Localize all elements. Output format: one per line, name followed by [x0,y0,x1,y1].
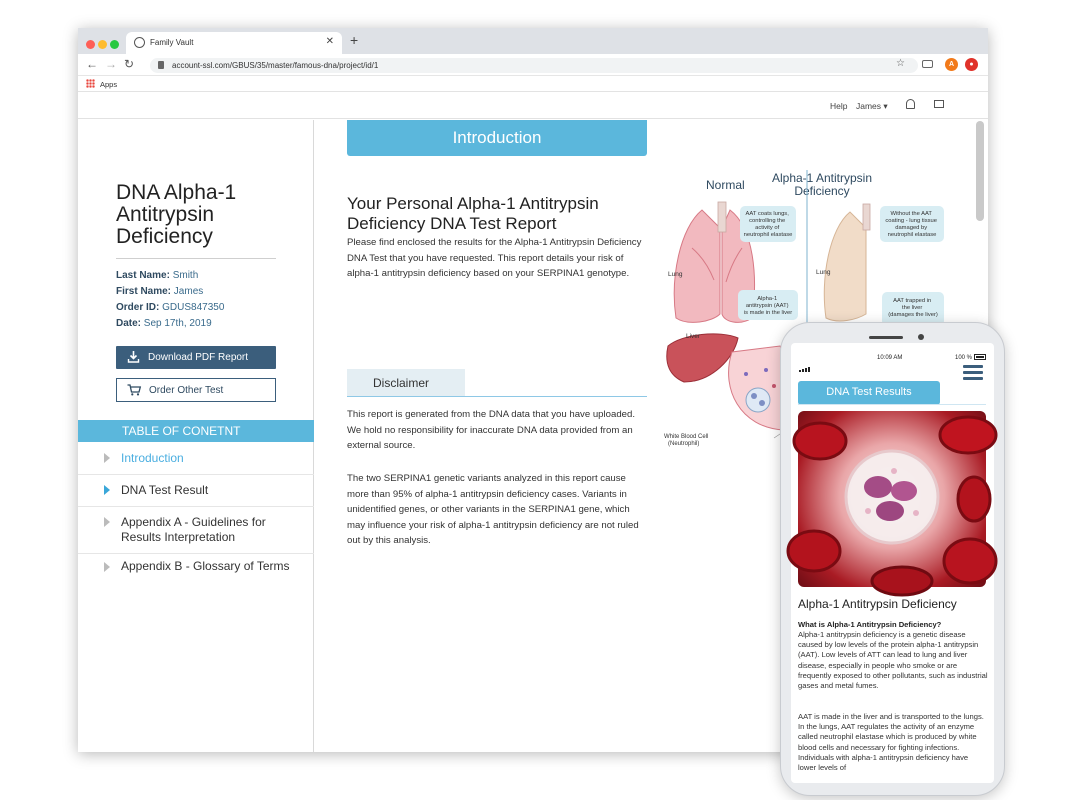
tab-bar [78,28,988,54]
note-line: coating - lung tissue [885,218,937,224]
phone-mockup [780,322,1005,796]
note-line: (damages the liver) [888,312,938,318]
note-line: activity of [755,225,780,231]
note-line: antitrypsin (AAT) [745,303,789,309]
signal-icon [799,354,811,372]
report-name: DNA Alpha-1 Antitrypsin Deficiency [116,181,237,248]
diagram-normal-heading: Normal [706,178,745,192]
maximize-window-button[interactable] [110,40,119,49]
apps-grid-icon[interactable] [86,79,95,88]
bookmark-star-icon[interactable]: ☆ [896,58,905,69]
lung-label: Lung [668,271,683,278]
neutrophil-image [798,411,986,587]
note-line: neutrophil elastase [743,232,793,238]
download-icon [128,351,139,363]
first-name-row: First Name: James [116,286,204,297]
liver-label: Liver [686,333,701,340]
damaged-lungs-illustration [824,212,866,321]
lung-label-2: Lung [816,269,831,276]
apps-bookmark[interactable]: Apps [100,80,118,89]
date-row: Date: Sep 17th, 2019 [116,318,212,329]
lock-icon [158,61,164,69]
status-battery-text: 100 % [955,355,973,361]
reload-icon[interactable]: ↻ [124,57,135,71]
forward-icon[interactable]: → [105,57,117,71]
toc-item-dna-test-result[interactable]: DNA Test Result [78,478,314,507]
phone-section-tab: DNA Test Results [798,381,940,405]
report-title: Your Personal Alpha-1 Antitrypsin Deficiency DNA Test Report [347,194,599,233]
battery-icon [974,354,986,360]
phone-question: What is Alpha-1 Antitrypsin Deficiency? [798,620,942,629]
intro-paragraph: Please find enclosed the results for the Alpha-1 Antitrypsin Deficiency DNA Test that you have requested. This report details your risk of alpha-1 antitrypsin deficiency based on your SERPINA1 genotype. [347,237,642,280]
last-name-row: Last Name: Smith [116,270,199,281]
phone-camera [918,334,924,340]
back-icon[interactable]: ← [86,57,98,71]
help-link[interactable]: Help [830,101,848,111]
chevron-right-icon [104,562,110,572]
wbc-label-2: (Neutrophil) [668,441,700,447]
diagram-deficiency-heading-2: Deficiency [794,184,850,198]
chevron-right-icon [104,517,110,527]
note-line: controlling the [749,218,786,224]
note-line: the liver [902,305,923,311]
liver-illustration [667,334,738,382]
note-line: AAT trapped in [893,298,932,304]
toc-item-appendix-b[interactable]: Appendix B - Glossary of Terms [78,557,314,585]
sidebar [78,120,314,752]
camera-icon[interactable] [922,60,933,68]
disclaimer-paragraph-2: The two SERPINA1 genetic variants analyzed in this report cause more than 95% of alpha-1 antitrypsin deficiency cases. Variants in unidentified genes, or other variants in the SERPINA1 gene, which may influence your risk of alpha-1 antitrypsin deficiency are not ruled out by this analysis. [347,473,639,547]
phone-paragraph-1: Alpha-1 antitrypsin deficiency is a genetic disease caused by low levels of the protein alpha-1 antitrypsin (AAT). Low levels of ATT can lead to lung and liver disease, especially in people who smoke or are frequently exposed to other pollutants, such as industrial gases and metal fumes. [798,630,988,691]
bookmarks-bar [78,76,988,92]
note-line: AAT coats lungs, [745,211,789,217]
diagram-deficiency-heading: Alpha-1 Antitrypsin [771,171,873,185]
note-line: Without the AAT [890,211,932,217]
phone-screen [791,343,994,783]
divider [347,396,647,397]
divider [798,404,986,405]
toc-item-appendix-a[interactable]: Appendix A - Guidelines for Results Interpretation [78,510,314,554]
note-line: is made in the liver [743,310,793,316]
note-line: damaged by [895,225,928,231]
browser-tab[interactable] [126,32,342,54]
phone-paragraph-2: AAT is made in the liver and is transported to the lungs. In the lungs, AAT regulates the activity of an enzyme called neutrophil elastase which is produced by white blood cells and necessary for fighting infections. Individuals with alpha-1 antitrypsin deficiency have lower levels of [798,712,984,773]
close-tab-icon[interactable]: ✕ [325,36,334,47]
cart-icon [127,384,141,396]
divider [116,258,276,259]
close-window-button[interactable] [86,40,95,49]
note-line: Alpha-1 [757,296,778,302]
mail-icon[interactable] [934,100,944,108]
app-header [78,92,988,119]
window-controls [86,36,122,54]
note-line: neutrophil elastase [887,232,937,238]
address-bar[interactable] [150,58,918,73]
phone-speaker [869,336,903,339]
globe-icon [134,37,145,48]
tab-title: Family Vault [150,38,194,47]
wbc-label: White Blood Cell [664,434,709,440]
minimize-window-button[interactable] [98,40,107,49]
status-time: 10:09 AM [877,355,903,361]
hamburger-menu-icon[interactable] [963,365,983,381]
chevron-right-icon [104,453,110,463]
white-blood-cell-illustration [746,388,770,412]
order-id-row: Order ID: GDUS847350 [116,302,225,313]
user-menu[interactable]: James ▾ [856,101,888,111]
phone-heading: Alpha-1 Antitrypsin Deficiency [798,597,957,611]
toc-header: TABLE OF CONETNT [78,420,314,442]
chevron-right-icon [104,485,110,495]
download-pdf-button[interactable]: Download PDF Report [116,346,276,369]
section-banner: Introduction [347,120,647,156]
toc-item-introduction[interactable]: Introduction [78,446,314,475]
url-text: account-ssl.com/GBUS/35/master/famous-dna/project/id/1 [172,61,379,70]
browser-toolbar [78,54,988,76]
disclaimer-paragraph-1: This report is generated from the DNA data that you have uploaded. We hold no responsibility for inaccurate DNA data provided from an external source. [347,409,635,452]
bell-icon[interactable] [906,99,915,109]
disclaimer-tab: Disclaimer [347,369,465,396]
extension-a-icon[interactable]: A [945,58,958,71]
order-other-test-button[interactable]: Order Other Test [116,378,276,402]
extension-record-icon[interactable]: ● [965,58,978,71]
new-tab-icon[interactable]: + [350,32,359,48]
